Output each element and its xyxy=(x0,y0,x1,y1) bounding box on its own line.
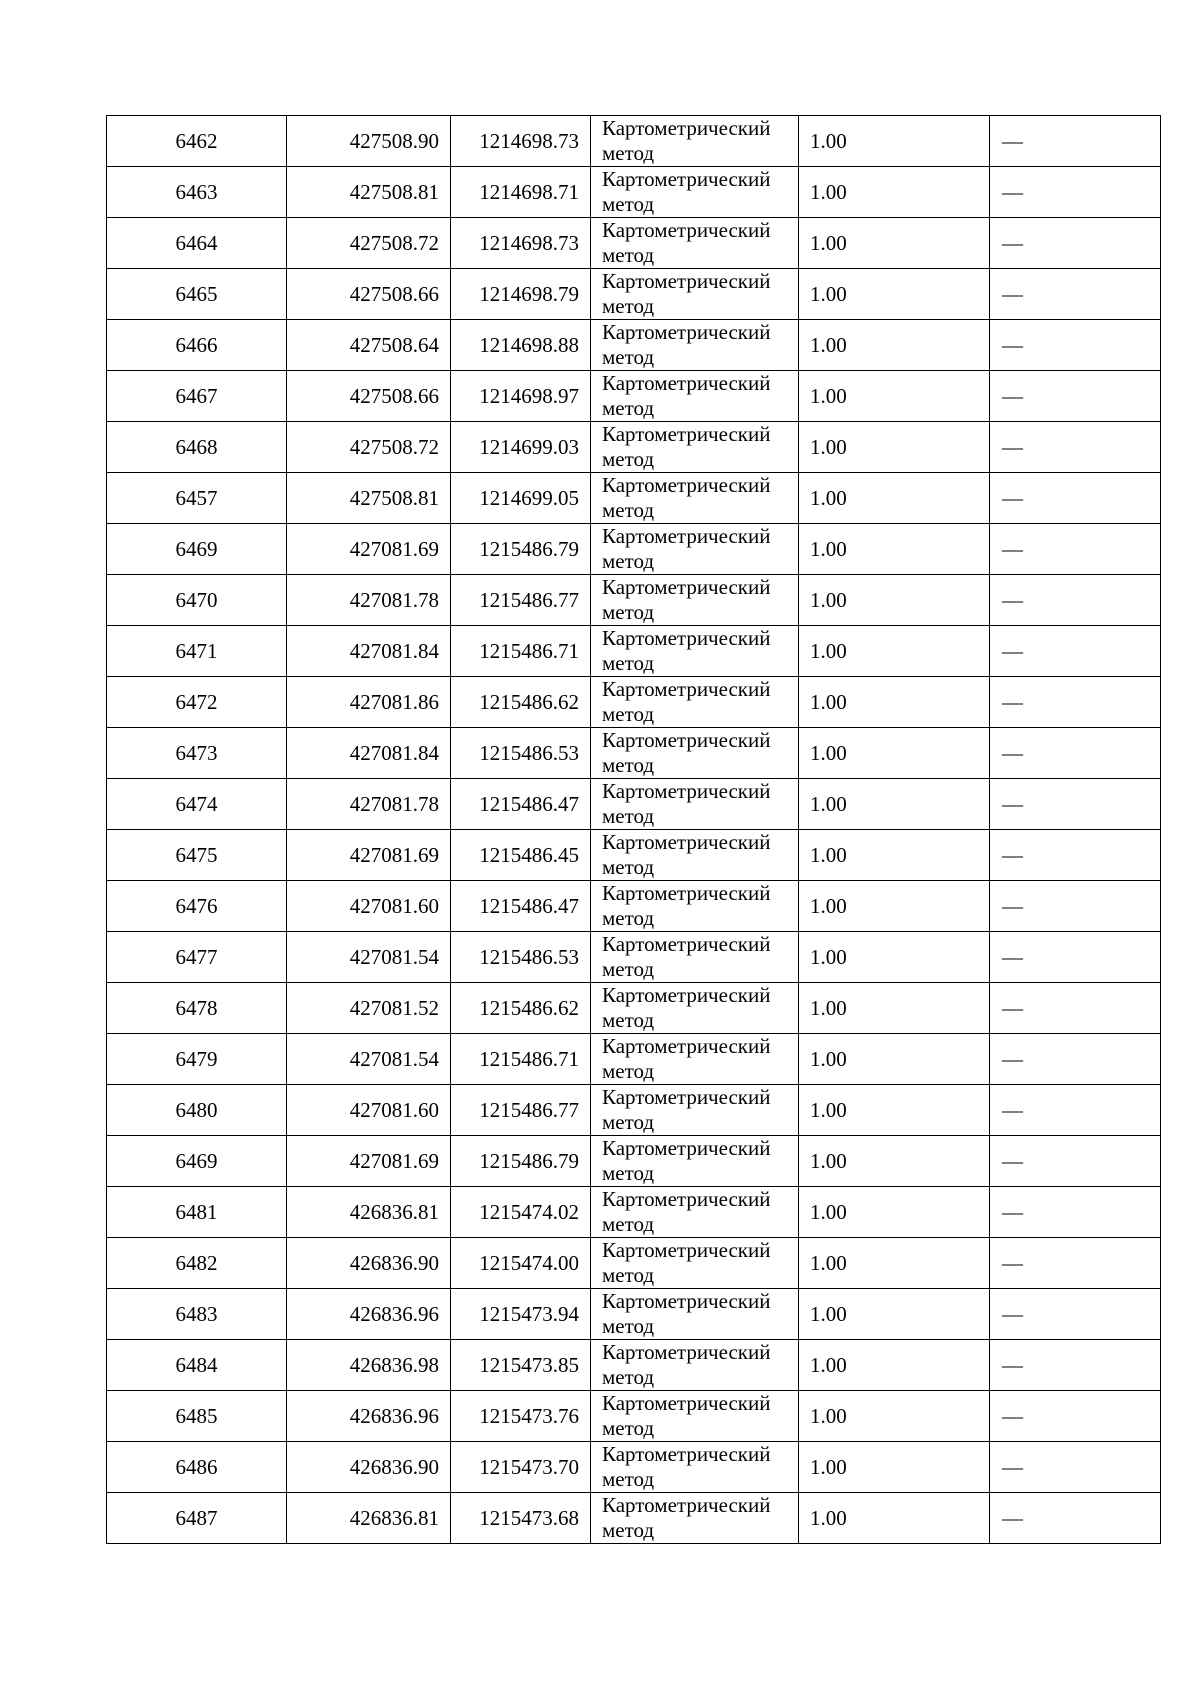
method-line-2: метод xyxy=(602,1263,655,1287)
point-number-cell: 6469 xyxy=(107,1136,287,1187)
point-number-cell: 6487 xyxy=(107,1493,287,1544)
y-coordinate-cell: 1215486.62 xyxy=(451,983,591,1034)
table-row xyxy=(107,677,1161,728)
method-line-1: Картометрический xyxy=(602,677,771,701)
y-coordinate-cell: 1215486.47 xyxy=(451,881,591,932)
x-coordinate-cell: 427508.72 xyxy=(287,422,451,473)
point-number-cell: 6468 xyxy=(107,422,287,473)
method-line-1: Картометрический xyxy=(602,983,771,1007)
table-row xyxy=(107,524,1161,575)
description-cell: — xyxy=(990,830,1161,881)
y-coordinate-cell: 1214698.97 xyxy=(451,371,591,422)
description-cell: — xyxy=(990,575,1161,626)
y-coordinate-cell: 1215486.47 xyxy=(451,779,591,830)
y-coordinate-cell: 1215473.76 xyxy=(451,1391,591,1442)
point-number-cell: 6484 xyxy=(107,1340,287,1391)
x-coordinate-cell: 427508.81 xyxy=(287,473,451,524)
point-number-cell: 6478 xyxy=(107,983,287,1034)
table-row xyxy=(107,830,1161,881)
point-number-cell: 6464 xyxy=(107,218,287,269)
method-line-1: Картометрический xyxy=(602,371,771,395)
method-line-2: метод xyxy=(602,447,655,471)
table-row xyxy=(107,1442,1161,1493)
method-line-1: Картометрический xyxy=(602,932,771,956)
x-coordinate-cell: 426836.90 xyxy=(287,1442,451,1493)
method-line-2: метод xyxy=(602,498,655,522)
method-line-1: Картометрический xyxy=(602,1136,771,1160)
accuracy-cell: 1.00 xyxy=(799,626,990,677)
method-line-2: метод xyxy=(602,294,655,318)
method-line-1: Картометрический xyxy=(602,1034,771,1058)
table-row xyxy=(107,167,1161,218)
table-row xyxy=(107,1340,1161,1391)
method-cell xyxy=(591,1340,799,1391)
y-coordinate-cell: 1214698.73 xyxy=(451,218,591,269)
x-coordinate-cell: 427081.54 xyxy=(287,932,451,983)
accuracy-cell: 1.00 xyxy=(799,473,990,524)
point-number-cell: 6472 xyxy=(107,677,287,728)
y-coordinate-cell: 1215486.71 xyxy=(451,626,591,677)
method-line-1: Картометрический xyxy=(602,1493,771,1517)
table-row xyxy=(107,320,1161,371)
x-coordinate-cell: 427081.69 xyxy=(287,830,451,881)
y-coordinate-cell: 1215486.77 xyxy=(451,575,591,626)
method-line-1: Картометрический xyxy=(602,1238,771,1262)
point-number-cell: 6476 xyxy=(107,881,287,932)
accuracy-cell: 1.00 xyxy=(799,1238,990,1289)
method-line-1: Картометрический xyxy=(602,116,771,140)
method-line-2: метод xyxy=(602,1110,655,1134)
description-cell: — xyxy=(990,269,1161,320)
accuracy-cell: 1.00 xyxy=(799,116,990,167)
method-cell xyxy=(591,779,799,830)
point-number-cell: 6471 xyxy=(107,626,287,677)
description-cell: — xyxy=(990,1034,1161,1085)
table-row xyxy=(107,1391,1161,1442)
method-cell xyxy=(591,1442,799,1493)
method-line-1: Картометрический xyxy=(602,218,771,242)
point-number-cell: 6486 xyxy=(107,1442,287,1493)
method-cell xyxy=(591,932,799,983)
accuracy-cell: 1.00 xyxy=(799,575,990,626)
description-cell: — xyxy=(990,524,1161,575)
x-coordinate-cell: 426836.96 xyxy=(287,1391,451,1442)
x-coordinate-cell: 427081.69 xyxy=(287,1136,451,1187)
table-row xyxy=(107,983,1161,1034)
method-cell xyxy=(591,167,799,218)
point-number-cell: 6485 xyxy=(107,1391,287,1442)
y-coordinate-cell: 1214698.73 xyxy=(451,116,591,167)
x-coordinate-cell: 426836.90 xyxy=(287,1238,451,1289)
accuracy-cell: 1.00 xyxy=(799,1187,990,1238)
method-cell xyxy=(591,1187,799,1238)
x-coordinate-cell: 427081.52 xyxy=(287,983,451,1034)
description-cell: — xyxy=(990,1493,1161,1544)
accuracy-cell: 1.00 xyxy=(799,1493,990,1544)
table-row xyxy=(107,881,1161,932)
y-coordinate-cell: 1215473.68 xyxy=(451,1493,591,1544)
x-coordinate-cell: 426836.81 xyxy=(287,1187,451,1238)
y-coordinate-cell: 1215473.85 xyxy=(451,1340,591,1391)
description-cell: — xyxy=(990,626,1161,677)
table-row xyxy=(107,1238,1161,1289)
method-line-2: метод xyxy=(602,1314,655,1338)
point-number-cell: 6482 xyxy=(107,1238,287,1289)
method-cell xyxy=(591,371,799,422)
method-line-1: Картометрический xyxy=(602,167,771,191)
method-line-2: метод xyxy=(602,243,655,267)
method-cell xyxy=(591,473,799,524)
method-line-1: Картометрический xyxy=(602,1391,771,1415)
description-cell: — xyxy=(990,983,1161,1034)
table-row xyxy=(107,116,1161,167)
accuracy-cell: 1.00 xyxy=(799,1289,990,1340)
point-number-cell: 6469 xyxy=(107,524,287,575)
y-coordinate-cell: 1215486.77 xyxy=(451,1085,591,1136)
coordinates-table xyxy=(106,115,1161,1544)
point-number-cell: 6463 xyxy=(107,167,287,218)
table-row xyxy=(107,728,1161,779)
x-coordinate-cell: 427081.86 xyxy=(287,677,451,728)
method-line-1: Картометрический xyxy=(602,320,771,344)
description-cell: — xyxy=(990,1340,1161,1391)
x-coordinate-cell: 427508.66 xyxy=(287,371,451,422)
description-cell: — xyxy=(990,320,1161,371)
method-cell xyxy=(591,1493,799,1544)
method-line-1: Картометрический xyxy=(602,626,771,650)
point-number-cell: 6473 xyxy=(107,728,287,779)
point-number-cell: 6470 xyxy=(107,575,287,626)
accuracy-cell: 1.00 xyxy=(799,677,990,728)
method-cell xyxy=(591,1238,799,1289)
point-number-cell: 6462 xyxy=(107,116,287,167)
accuracy-cell: 1.00 xyxy=(799,371,990,422)
method-cell xyxy=(591,524,799,575)
y-coordinate-cell: 1215486.79 xyxy=(451,524,591,575)
y-coordinate-cell: 1215474.00 xyxy=(451,1238,591,1289)
x-coordinate-cell: 426836.81 xyxy=(287,1493,451,1544)
point-number-cell: 6465 xyxy=(107,269,287,320)
method-line-1: Картометрический xyxy=(602,575,771,599)
description-cell: — xyxy=(990,167,1161,218)
method-line-1: Картометрический xyxy=(602,1442,771,1466)
method-cell xyxy=(591,269,799,320)
method-line-1: Картометрический xyxy=(602,881,771,905)
method-line-1: Картометрический xyxy=(602,1340,771,1364)
description-cell: — xyxy=(990,116,1161,167)
x-coordinate-cell: 427081.69 xyxy=(287,524,451,575)
x-coordinate-cell: 427508.66 xyxy=(287,269,451,320)
description-cell: — xyxy=(990,881,1161,932)
accuracy-cell: 1.00 xyxy=(799,830,990,881)
accuracy-cell: 1.00 xyxy=(799,218,990,269)
table-row xyxy=(107,269,1161,320)
x-coordinate-cell: 427508.90 xyxy=(287,116,451,167)
method-line-2: метод xyxy=(602,1416,655,1440)
accuracy-cell: 1.00 xyxy=(799,167,990,218)
point-number-cell: 6479 xyxy=(107,1034,287,1085)
table-row xyxy=(107,1187,1161,1238)
method-line-2: метод xyxy=(602,1518,655,1542)
y-coordinate-cell: 1215486.71 xyxy=(451,1034,591,1085)
method-cell xyxy=(591,422,799,473)
table-row xyxy=(107,371,1161,422)
accuracy-cell: 1.00 xyxy=(799,269,990,320)
accuracy-cell: 1.00 xyxy=(799,779,990,830)
method-line-1: Картометрический xyxy=(602,269,771,293)
y-coordinate-cell: 1214699.05 xyxy=(451,473,591,524)
description-cell: — xyxy=(990,218,1161,269)
point-number-cell: 6466 xyxy=(107,320,287,371)
description-cell: — xyxy=(990,728,1161,779)
accuracy-cell: 1.00 xyxy=(799,1034,990,1085)
point-number-cell: 6457 xyxy=(107,473,287,524)
method-cell xyxy=(591,677,799,728)
point-number-cell: 6480 xyxy=(107,1085,287,1136)
x-coordinate-cell: 427508.81 xyxy=(287,167,451,218)
point-number-cell: 6475 xyxy=(107,830,287,881)
accuracy-cell: 1.00 xyxy=(799,932,990,983)
method-cell xyxy=(591,626,799,677)
method-cell xyxy=(591,983,799,1034)
table-row xyxy=(107,422,1161,473)
table-row xyxy=(107,1493,1161,1544)
method-line-2: метод xyxy=(602,345,655,369)
method-line-2: метод xyxy=(602,1008,655,1032)
method-cell xyxy=(591,116,799,167)
table-row xyxy=(107,626,1161,677)
y-coordinate-cell: 1215486.53 xyxy=(451,932,591,983)
x-coordinate-cell: 427081.60 xyxy=(287,881,451,932)
accuracy-cell: 1.00 xyxy=(799,983,990,1034)
y-coordinate-cell: 1215473.94 xyxy=(451,1289,591,1340)
y-coordinate-cell: 1214698.71 xyxy=(451,167,591,218)
method-line-1: Картометрический xyxy=(602,524,771,548)
method-line-2: метод xyxy=(602,906,655,930)
table-row xyxy=(107,1289,1161,1340)
description-cell: — xyxy=(990,422,1161,473)
method-line-2: метод xyxy=(602,1467,655,1491)
description-cell: — xyxy=(990,1442,1161,1493)
accuracy-cell: 1.00 xyxy=(799,320,990,371)
y-coordinate-cell: 1215486.79 xyxy=(451,1136,591,1187)
method-line-2: метод xyxy=(602,141,655,165)
method-cell xyxy=(591,1085,799,1136)
x-coordinate-cell: 426836.98 xyxy=(287,1340,451,1391)
method-cell xyxy=(591,881,799,932)
x-coordinate-cell: 427081.78 xyxy=(287,575,451,626)
method-line-2: метод xyxy=(602,855,655,879)
table-row xyxy=(107,1034,1161,1085)
accuracy-cell: 1.00 xyxy=(799,728,990,779)
description-cell: — xyxy=(990,1085,1161,1136)
description-cell: — xyxy=(990,1187,1161,1238)
table-row xyxy=(107,218,1161,269)
accuracy-cell: 1.00 xyxy=(799,881,990,932)
method-line-1: Картометрический xyxy=(602,422,771,446)
y-coordinate-cell: 1215486.62 xyxy=(451,677,591,728)
method-cell xyxy=(591,728,799,779)
x-coordinate-cell: 427508.64 xyxy=(287,320,451,371)
x-coordinate-cell: 427081.84 xyxy=(287,728,451,779)
x-coordinate-cell: 427508.72 xyxy=(287,218,451,269)
method-line-1: Картометрический xyxy=(602,1187,771,1211)
method-cell xyxy=(591,1391,799,1442)
description-cell: — xyxy=(990,779,1161,830)
y-coordinate-cell: 1214698.88 xyxy=(451,320,591,371)
method-line-1: Картометрический xyxy=(602,473,771,497)
y-coordinate-cell: 1214698.79 xyxy=(451,269,591,320)
point-number-cell: 6477 xyxy=(107,932,287,983)
method-cell xyxy=(591,1034,799,1085)
description-cell: — xyxy=(990,1289,1161,1340)
method-line-2: метод xyxy=(602,651,655,675)
x-coordinate-cell: 427081.54 xyxy=(287,1034,451,1085)
method-line-2: метод xyxy=(602,600,655,624)
method-cell xyxy=(591,218,799,269)
point-number-cell: 6474 xyxy=(107,779,287,830)
table-row xyxy=(107,1085,1161,1136)
accuracy-cell: 1.00 xyxy=(799,1136,990,1187)
method-line-1: Картометрический xyxy=(602,728,771,752)
accuracy-cell: 1.00 xyxy=(799,1442,990,1493)
coordinates-table-body xyxy=(107,116,1161,1544)
description-cell: — xyxy=(990,1136,1161,1187)
description-cell: — xyxy=(990,473,1161,524)
accuracy-cell: 1.00 xyxy=(799,1340,990,1391)
y-coordinate-cell: 1215486.45 xyxy=(451,830,591,881)
method-line-1: Картометрический xyxy=(602,1289,771,1313)
method-line-1: Картометрический xyxy=(602,830,771,854)
accuracy-cell: 1.00 xyxy=(799,1391,990,1442)
description-cell: — xyxy=(990,371,1161,422)
method-cell xyxy=(591,575,799,626)
method-line-1: Картометрический xyxy=(602,1085,771,1109)
method-cell xyxy=(591,830,799,881)
method-line-2: метод xyxy=(602,753,655,777)
method-line-2: метод xyxy=(602,1365,655,1389)
table-row xyxy=(107,473,1161,524)
table-row xyxy=(107,575,1161,626)
y-coordinate-cell: 1215474.02 xyxy=(451,1187,591,1238)
y-coordinate-cell: 1215486.53 xyxy=(451,728,591,779)
x-coordinate-cell: 427081.60 xyxy=(287,1085,451,1136)
x-coordinate-cell: 427081.84 xyxy=(287,626,451,677)
accuracy-cell: 1.00 xyxy=(799,422,990,473)
method-line-2: метод xyxy=(602,1212,655,1236)
description-cell: — xyxy=(990,677,1161,728)
accuracy-cell: 1.00 xyxy=(799,524,990,575)
description-cell: — xyxy=(990,1238,1161,1289)
description-cell: — xyxy=(990,932,1161,983)
y-coordinate-cell: 1214699.03 xyxy=(451,422,591,473)
point-number-cell: 6483 xyxy=(107,1289,287,1340)
method-cell xyxy=(591,320,799,371)
method-line-2: метод xyxy=(602,396,655,420)
method-line-2: метод xyxy=(602,192,655,216)
method-cell xyxy=(591,1289,799,1340)
method-cell xyxy=(591,1136,799,1187)
method-line-2: метод xyxy=(602,804,655,828)
table-row xyxy=(107,779,1161,830)
table-row xyxy=(107,932,1161,983)
method-line-2: метод xyxy=(602,549,655,573)
method-line-1: Картометрический xyxy=(602,779,771,803)
method-line-2: метод xyxy=(602,1059,655,1083)
y-coordinate-cell: 1215473.70 xyxy=(451,1442,591,1493)
method-line-2: метод xyxy=(602,1161,655,1185)
point-number-cell: 6467 xyxy=(107,371,287,422)
table-row xyxy=(107,1136,1161,1187)
x-coordinate-cell: 426836.96 xyxy=(287,1289,451,1340)
accuracy-cell: 1.00 xyxy=(799,1085,990,1136)
description-cell: — xyxy=(990,1391,1161,1442)
x-coordinate-cell: 427081.78 xyxy=(287,779,451,830)
point-number-cell: 6481 xyxy=(107,1187,287,1238)
method-line-2: метод xyxy=(602,702,655,726)
method-line-2: метод xyxy=(602,957,655,981)
